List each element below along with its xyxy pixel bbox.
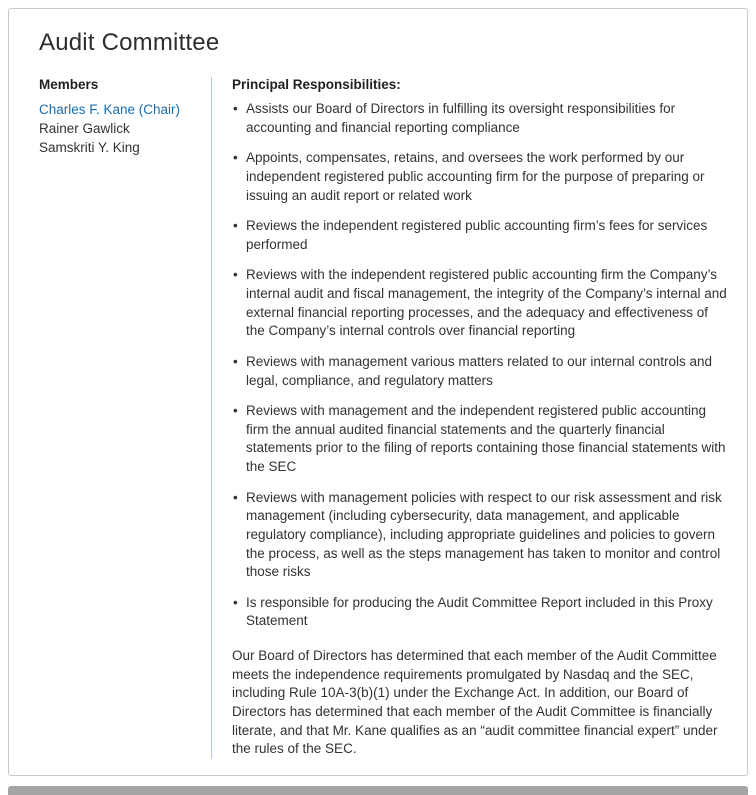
responsibility-item: • Reviews the independent registered public accounting firm’s fees for services performed [232, 217, 727, 254]
member-name-rainer-gawlick: Rainer Gawlick [39, 120, 130, 136]
member-name-samskriti-king: Samskriti Y. King [39, 139, 140, 155]
responsibility-item: • Appoints, compensates, retains, and oversees the work performed by our independent registered public accounting firm for the purpose of preparing or issuing an audit report or related work [232, 149, 727, 205]
audit-committee-panel [8, 8, 748, 776]
page-title: Audit Committee [39, 29, 220, 56]
responsibility-item: • Reviews with management various matters related to our internal controls and legal, compliance, and regulatory matters [232, 353, 727, 390]
responsibilities-column [211, 77, 733, 759]
next-section-header-bar[interactable] [8, 786, 748, 795]
responsibilities-list [232, 100, 727, 631]
responsibility-item: • Is responsible for producing the Audit Committee Report included in this Proxy Statement [232, 594, 727, 631]
responsibility-item: • Reviews with management policies with respect to our risk assessment and risk management (including cybersecurity, data management, and applicable regulatory compliance), including appropriate guidelines and policies to govern the process, as well as the steps management has taken to monitor and control those risks [232, 489, 727, 582]
responsibility-item: • Reviews with management and the independent registered public accounting firm the annual audited financial statements and the quarterly financial statements prior to the filing of reports containing those financial statements with the SEC [232, 402, 727, 477]
member-link-charles-kane[interactable]: Charles F. Kane (Chair) [39, 102, 181, 117]
panel-columns [31, 77, 733, 759]
responsibility-item: • Reviews with the independent registered public accounting firm the Company’s internal audit and fiscal management, the integrity of the Company’s internal and external financial reporting processes, and the adequacy and effectiveness of the Company’s internal controls over financial reporting [232, 266, 727, 341]
independence-paragraph: Our Board of Directors has determined that each member of the Audit Committee meets the independence requirements promulgated by Nasdaq and the SEC, including Rule 10A-3(b)(1) under the Exchange Act. In addition, our Board of Directors has determined that each member of the Audit Committee is financially literate, and that Mr. Kane qualifies as an “audit committee financial expert” under the rules of the SEC. [232, 648, 718, 757]
members-column [39, 77, 211, 759]
responsibility-item: • Assists our Board of Directors in fulfilling its oversight responsibilities for accounting and financial reporting compliance [232, 100, 727, 137]
members-heading: Members [39, 77, 99, 92]
responsibilities-heading: Principal Responsibilities: [232, 77, 401, 92]
